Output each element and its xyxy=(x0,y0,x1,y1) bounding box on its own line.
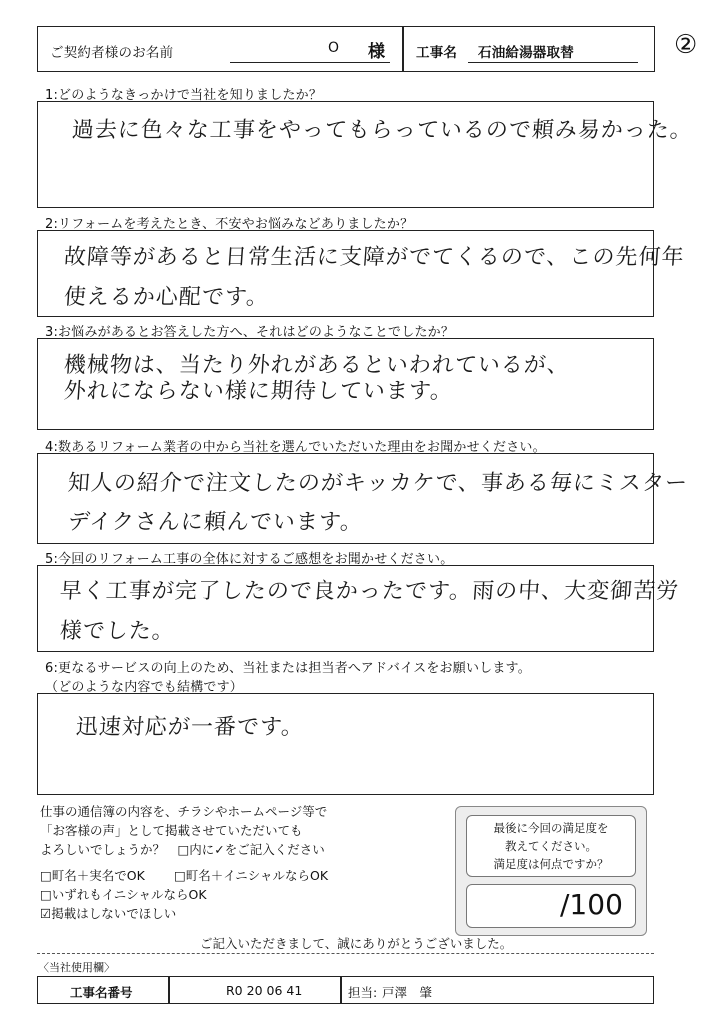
publication-option-real-name[interactable]: □町名＋実名でOK xyxy=(40,868,145,883)
satisfaction-score-suffix: /100 xyxy=(560,888,623,921)
question-6-sublabel: （どのような内容でも結構です） xyxy=(45,680,244,695)
header-divider xyxy=(402,26,404,72)
thanks-message: ご記入いただきまして、誠にありがとうございました。 xyxy=(200,936,513,951)
answer-1-line-1: 過去に色々な工事をやってもらっているので頼み易かった。 xyxy=(70,118,694,143)
answer-2-line-2: 使えるか心配です。 xyxy=(62,285,270,310)
customer-label: ご契約者様のお名前 xyxy=(50,45,174,61)
office-use-divider-2 xyxy=(340,976,342,1004)
honorific: 様 xyxy=(368,42,385,62)
question-4-label: 4:数あるリフォーム業者の中から当社を選んでいただいた理由をお聞かせください。 xyxy=(45,440,546,455)
project-name: 石油給湯器取替 xyxy=(478,45,574,61)
answer-4-line-2: デイクさんに頼んでいます。 xyxy=(66,510,364,535)
staff-label: 担当: xyxy=(348,985,378,1000)
question-5-label: 5:今回のリフォーム工事の全体に対するご感想をお聞かせください。 xyxy=(45,552,454,567)
question-1-label: 1:どのようなきっかけで当社を知りましたか？ xyxy=(45,88,323,103)
publication-option-no-publish[interactable]: ☑掲載はしないでほしい xyxy=(40,906,177,921)
project-name-underline xyxy=(468,62,638,63)
customer-name-underline xyxy=(230,62,390,63)
sheet-number: ② xyxy=(674,30,698,60)
answer-2-line-1: 故障等があると日常生活に支障がでてくるので、この先何年 xyxy=(62,245,686,270)
staff-name: 戸澤 肇 xyxy=(382,985,433,1000)
satisfaction-prompt-line-3: 満足度は何点ですか？ xyxy=(493,857,609,871)
publication-option-initials-all[interactable]: □いずれもイニシャルならOK xyxy=(40,887,207,902)
thanks-dashed-line xyxy=(37,953,654,954)
question-2-label: 2:リフォームを考えたとき、不安やお悩みなどありましたか？ xyxy=(45,217,414,232)
answer-4-line-1: 知人の紹介で注文したのがキッカケで、事ある毎にミスター xyxy=(66,471,689,496)
project-number-label: 工事名番号 xyxy=(70,985,133,1000)
satisfaction-prompt-line-2: 教えてください。 xyxy=(505,839,597,853)
office-use-label: 〈当社使用欄〉 xyxy=(38,961,115,974)
answer-6-line-1: 迅速対応が一番です。 xyxy=(74,715,305,740)
publication-option-initials-town[interactable]: □町名＋イニシャルならOK xyxy=(174,868,329,883)
publication-intro-line-2: 「お客様の声」として掲載させていただいても xyxy=(40,823,303,838)
question-3-label: 3:お悩みがあるとお答えした方へ、それはどのようなことでしたか？ xyxy=(45,325,455,340)
publication-intro-line-3: よろしいでしょうか？ □内に✓をご記入ください xyxy=(40,842,325,857)
question-6-label: 6:更なるサービスの向上のため、当社または担当者へアドバイスをお願いします。 xyxy=(45,661,531,676)
satisfaction-prompt-line-1: 最後に今回の満足度を xyxy=(493,821,609,835)
publication-intro-line-1: 仕事の通信簿の内容を、チラシやホームページ等で xyxy=(40,804,328,819)
answer-5-line-1: 早く工事が完了したので良かったです。雨の中、大変御苦労 xyxy=(58,579,680,604)
answer-3-line-1: 機械物は、当たり外れがあるといわれているが、 xyxy=(62,353,571,378)
answer-5-line-2: 様でした。 xyxy=(58,619,176,644)
project-number-value: R0 20 06 41 xyxy=(226,983,303,998)
customer-name: O xyxy=(328,40,340,56)
answer-box-6[interactable] xyxy=(37,693,654,795)
project-label: 工事名 xyxy=(416,45,458,61)
office-use-divider-1 xyxy=(168,976,170,1004)
answer-3-line-2: 外れにならない様に期待しています。 xyxy=(62,379,454,404)
